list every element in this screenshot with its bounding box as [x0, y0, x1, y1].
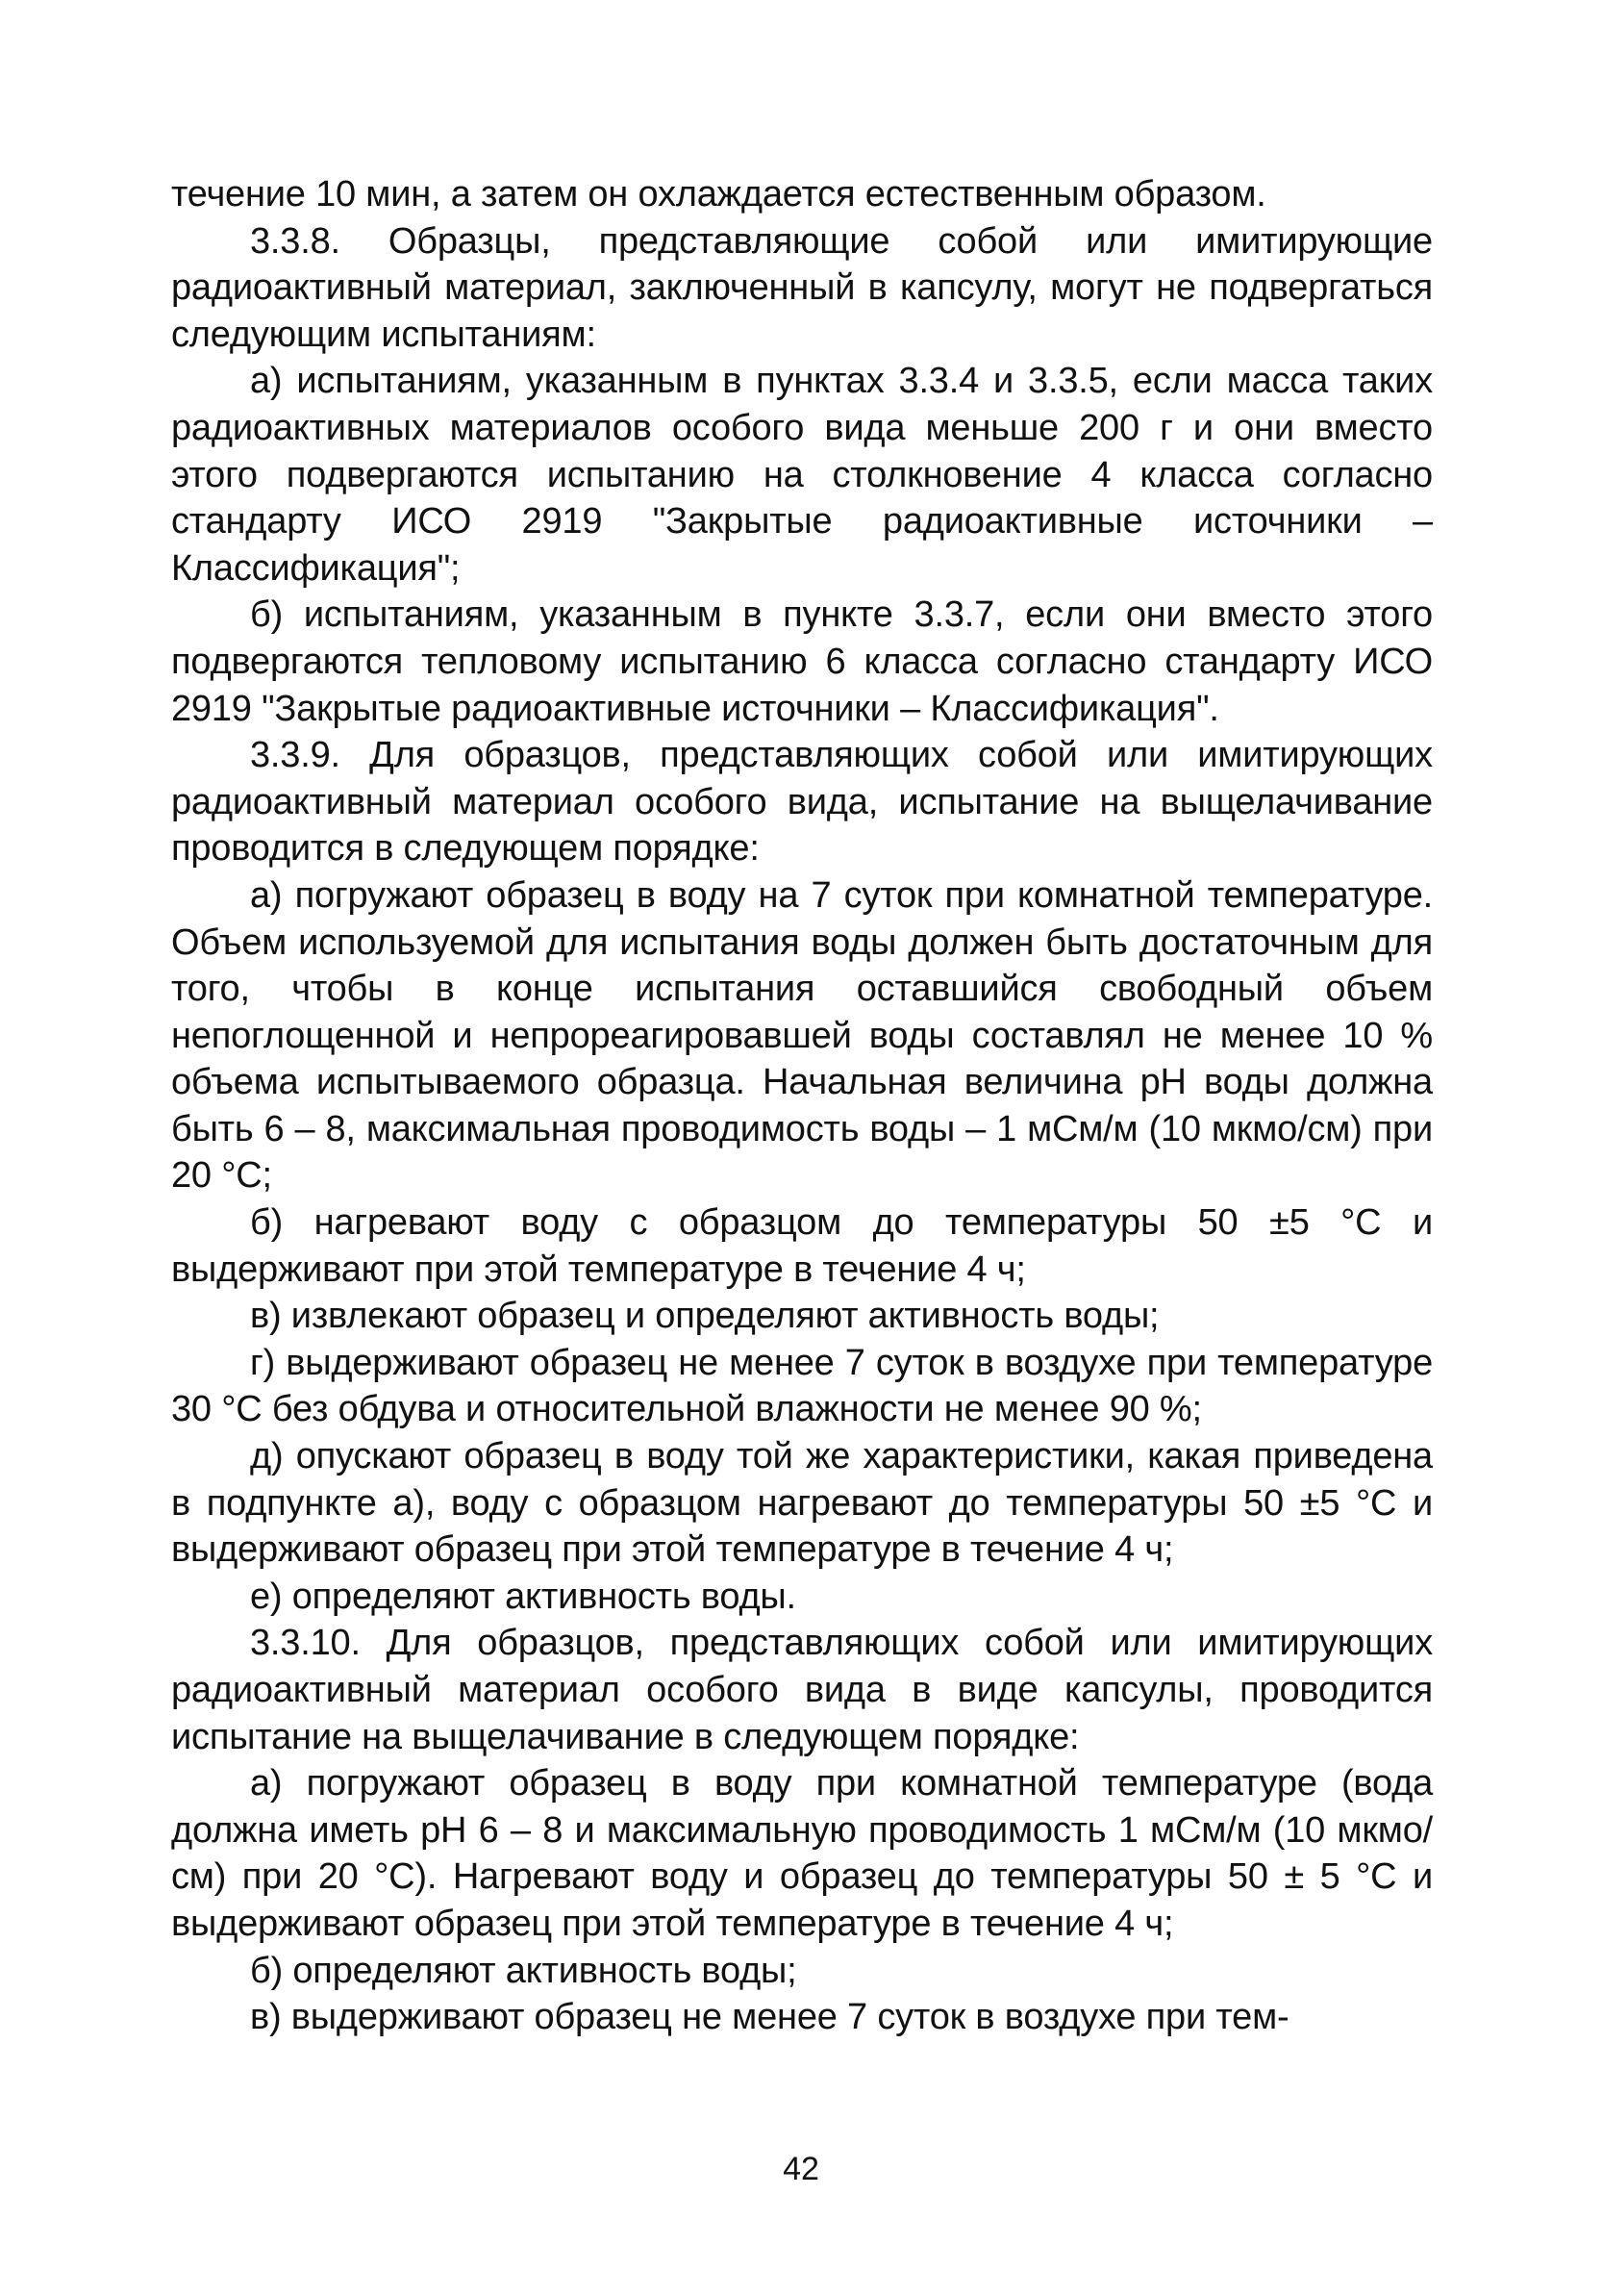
list-item-3-3-9-b: б) нагревают воду с образцом до температуры 50 ±5 °С и выдерживают при этой температуре в течение 4 ч; — [171, 1202, 1433, 1290]
page-number: 42 — [783, 2151, 819, 2187]
document-page-body — [171, 171, 1433, 2041]
list-item-3-3-9-g: г) выдерживают образец не менее 7 суток в воздухе при температуре 30 °С без обдува и относительной влажности не менее 90 %; — [171, 1342, 1433, 1430]
list-item-3-3-9-e: е) определяют активность воды. — [250, 1576, 796, 1617]
paragraph-continuation: течение 10 мин, а затем он охлаждается естественным образом. — [171, 174, 1266, 214]
paragraph-clause-3-3-8: 3.3.8. Образцы, представляющие собой или имитирующие радиоактивный материал, заключенный в капсулу, могут не подвергаться следующим испытаниям: — [171, 220, 1433, 355]
paragraph-clause-3-3-9: 3.3.9. Для образцов, представляющих собой или имитирующих радиоактивный материал особого вида, испытание на выщелачивание проводится в следующем порядке: — [171, 735, 1433, 870]
list-item-3-3-10-a: а) погружают образец в воду при комнатной температуре (вода должна иметь pH 6 – 8 и максимальную проводимость 1 мСм/м (10 мкмо/см) при 20 °С). Нагревают воду и образец до температуры 50 ± 5 °С и выдерживают образец при этой температуре в течение 4 ч; — [171, 1763, 1433, 1944]
list-item-3-3-9-d: д) опускают образец в воду той же характеристики, какая приведена в подпункте а), воду с образцом нагревают до температуры 50 ±5 °С и выдерживают образец при этой температуре в течение 4 ч; — [171, 1436, 1433, 1571]
list-item-3-3-10-v: в) выдерживают образец не менее 7 суток в воздухе при тем- — [250, 1997, 1289, 2038]
list-item-3-3-10-b: б) определяют активность воды; — [250, 1950, 797, 1991]
list-item-3-3-8-a: а) испытаниям, указанным в пунктах 3.3.4 и 3.3.5, если масса таких радиоактивных материалов особого вида меньше 200 г и они вместо этого подвергаются испытанию на столкновение 4 класса согласно стандарту ИСО 2919 "Закрытые радиоактивные источники – Классификация"; — [171, 361, 1433, 589]
list-item-3-3-8-b: б) испытаниям, указанным в пункте 3.3.7, если они вместо этого подвергаются тепловому испытанию 6 класса согласно стандарту ИСО 2919 "Закрытые радиоактивные источники – Классификация". — [171, 594, 1433, 729]
paragraph-clause-3-3-10: 3.3.10. Для образцов, представляющих собой или имитирующих радиоактивный материал особого вида в виде капсулы, проводится испытание на выщелачивание в следующем порядке: — [171, 1623, 1433, 1757]
list-item-3-3-9-v: в) извлекают образец и определяют активность воды; — [250, 1296, 1160, 1337]
list-item-3-3-9-a: а) погружают образец в воду на 7 суток при комнатной температуре. Объем используемой для испытания воды должен быть достаточным для того, чтобы в конце испытания оставшийся свободный объем непоглощенной и непрореагировавшей воды составлял не менее 10 % объема испытываемого образца. Начальная величина pH воды должна быть 6 – 8, максимальная проводимость воды – 1 мСм/м (10 мкмо/см) при 20 °С; — [171, 874, 1433, 1197]
